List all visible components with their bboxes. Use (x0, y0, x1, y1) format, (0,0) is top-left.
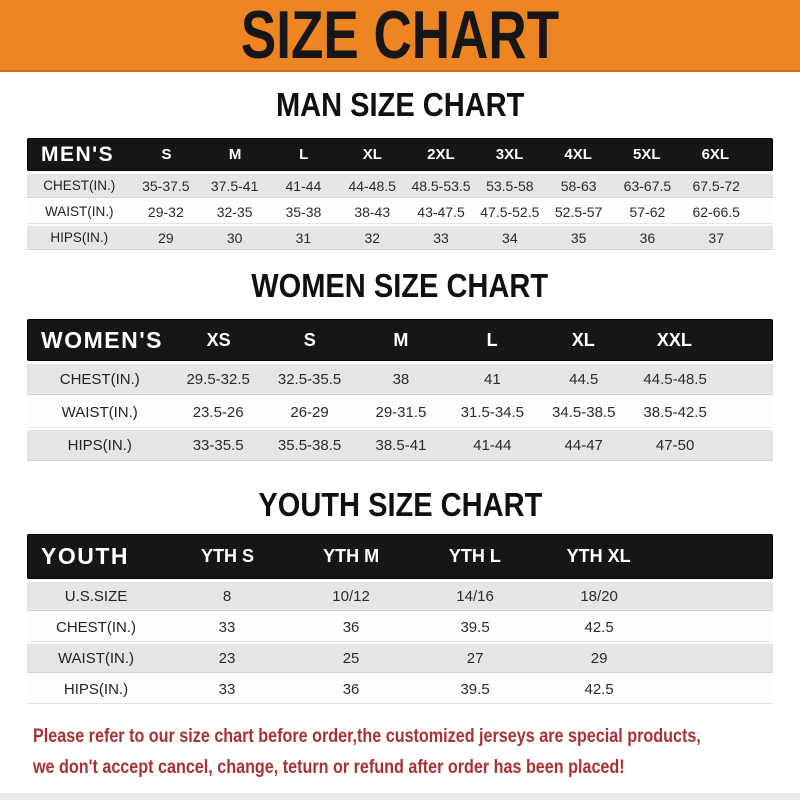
size-cell: 38.5-42.5 (643, 403, 707, 421)
men-section-title-text: MAN SIZE CHART (275, 86, 525, 123)
table-row (27, 174, 773, 197)
size-cell: 27 (466, 649, 484, 667)
men-section-title (0, 88, 800, 122)
youth-section-title-text: YOUTH SIZE CHART (258, 486, 542, 523)
size-cell: 38 (392, 370, 410, 388)
size-cell: 18/20 (580, 587, 618, 605)
column-header: M (393, 329, 409, 350)
row-label: HIPS(IN.) (50, 230, 109, 245)
size-cell: 52.5-57 (554, 203, 603, 220)
size-chart-banner (0, 0, 800, 72)
size-cell: 30 (226, 229, 243, 246)
women-size-table (27, 319, 773, 460)
size-cell: 37 (708, 229, 724, 246)
size-cell: 47.5-52.5 (480, 203, 540, 220)
table-row (27, 644, 773, 672)
table-header-label: WOMEN'S (41, 326, 164, 353)
size-cell: 29-32 (147, 203, 184, 220)
size-cell: 41-44 (285, 177, 322, 194)
size-cell: 44-48.5 (348, 177, 396, 194)
size-cell: 41 (483, 370, 501, 388)
size-cell: 35-37.5 (142, 177, 190, 194)
size-cell: 44-47 (564, 436, 603, 454)
size-cell: 23 (218, 649, 236, 667)
table-row (27, 397, 773, 427)
size-cell: 33 (433, 229, 449, 246)
disclaimer-line-2: we don't accept cancel, change, teturn or refund after order has been placed! (33, 757, 625, 778)
table-row (27, 582, 773, 610)
column-header: M (228, 146, 242, 163)
row-label: CHEST(IN.) (56, 618, 136, 636)
size-cell: 35.5-38.5 (277, 436, 342, 454)
column-header: S (161, 146, 172, 163)
size-cell: 41-44 (473, 436, 512, 454)
size-cell: 10/12 (332, 587, 370, 605)
size-cell: 29.5-32.5 (186, 370, 250, 388)
size-cell: 42.5 (584, 618, 614, 636)
table-row (27, 226, 773, 249)
column-header: XL (571, 329, 595, 350)
size-cell: 33 (218, 618, 236, 636)
table-header-row (27, 534, 773, 579)
size-cell: 32 (364, 229, 381, 246)
women-section-title-text: WOMEN SIZE CHART (251, 267, 549, 304)
column-header: XXL (656, 329, 692, 350)
women-section-title (0, 269, 800, 303)
size-cell: 29-31.5 (375, 403, 427, 421)
row-label: HIPS(IN.) (67, 436, 132, 454)
disclaimer-note (33, 721, 800, 783)
size-cell: 35-38 (285, 203, 322, 220)
table-row (27, 364, 773, 394)
row-label: WAIST(IN.) (57, 649, 135, 667)
size-cell: 14/16 (456, 587, 494, 605)
column-header: XL (362, 146, 382, 163)
column-header: YTH XL (566, 546, 631, 566)
table-row (27, 200, 773, 223)
column-header: 4XL (564, 146, 592, 163)
size-cell: 8 (222, 587, 232, 605)
size-cell: 62-66.5 (692, 203, 740, 220)
size-cell: 58-63 (560, 177, 597, 194)
youth-size-table (27, 534, 773, 703)
size-cell: 36 (639, 229, 656, 246)
size-cell: 29 (590, 649, 608, 667)
column-header: YTH S (200, 546, 254, 566)
column-header: 5XL (632, 146, 661, 163)
bottom-edge-strip (0, 793, 800, 800)
table-header-row (27, 138, 773, 171)
column-header: L (486, 329, 498, 350)
row-label: WAIST(IN.) (61, 403, 138, 421)
size-cell: 36 (342, 680, 360, 698)
table-row (27, 430, 773, 460)
size-cell: 44.5-48.5 (643, 370, 707, 388)
table-header-label: MEN'S (41, 142, 115, 166)
size-cell: 39.5 (460, 680, 490, 698)
size-cell: 35 (570, 229, 587, 246)
size-cell: 38.5-41 (375, 436, 427, 454)
size-cell: 34.5-38.5 (552, 403, 616, 421)
table-row (27, 613, 773, 641)
size-cell: 25 (342, 649, 360, 667)
size-cell: 67.5-72 (692, 177, 740, 194)
size-cell: 63-67.5 (623, 177, 672, 194)
row-label: U.S.SIZE (64, 587, 128, 605)
size-cell: 44.5 (569, 370, 599, 388)
size-cell: 31.5-34.5 (460, 403, 525, 421)
size-cell: 33-35.5 (192, 436, 244, 454)
table-header-label: YOUTH (41, 543, 129, 569)
table-row (27, 675, 773, 703)
row-label: HIPS(IN.) (63, 680, 129, 698)
row-label: CHEST(IN.) (59, 370, 140, 388)
size-cell: 43-47.5 (417, 203, 465, 220)
table-header-row (27, 319, 773, 361)
size-cell: 36 (342, 618, 360, 636)
size-cell: 48.5-53.5 (411, 177, 471, 194)
column-header: YTH M (323, 546, 380, 566)
size-cell: 32-35 (216, 203, 253, 220)
size-cell: 42.5 (584, 680, 614, 698)
column-header: 3XL (495, 146, 524, 163)
column-header: S (303, 329, 316, 350)
size-cell: 38-43 (354, 203, 391, 220)
size-cell: 33 (218, 680, 236, 698)
size-cell: 47-50 (655, 436, 695, 454)
column-header: L (299, 146, 309, 163)
size-cell: 53.5-58 (486, 177, 534, 194)
page-title: SIZE CHART (240, 0, 560, 73)
size-cell: 37.5-41 (210, 177, 259, 194)
size-cell: 23.5-26 (192, 403, 244, 421)
size-cell: 57-62 (629, 203, 666, 220)
size-cell: 32.5-35.5 (277, 370, 342, 388)
column-header: 2XL (427, 146, 455, 163)
men-size-table (27, 138, 773, 249)
column-header: XS (206, 329, 231, 350)
column-header: 6XL (701, 146, 730, 163)
size-cell: 29 (158, 229, 174, 246)
row-label: CHEST(IN.) (43, 178, 116, 193)
size-cell: 31 (295, 229, 312, 246)
disclaimer-line-1: Please refer to our size chart before order,the customized jerseys are special products, (33, 726, 701, 747)
row-label: WAIST(IN.) (44, 204, 114, 219)
youth-section-title (0, 488, 800, 522)
size-cell: 34 (502, 229, 518, 246)
size-cell: 39.5 (460, 618, 490, 636)
column-header: YTH L (448, 546, 501, 566)
size-cell: 26-29 (290, 403, 329, 421)
